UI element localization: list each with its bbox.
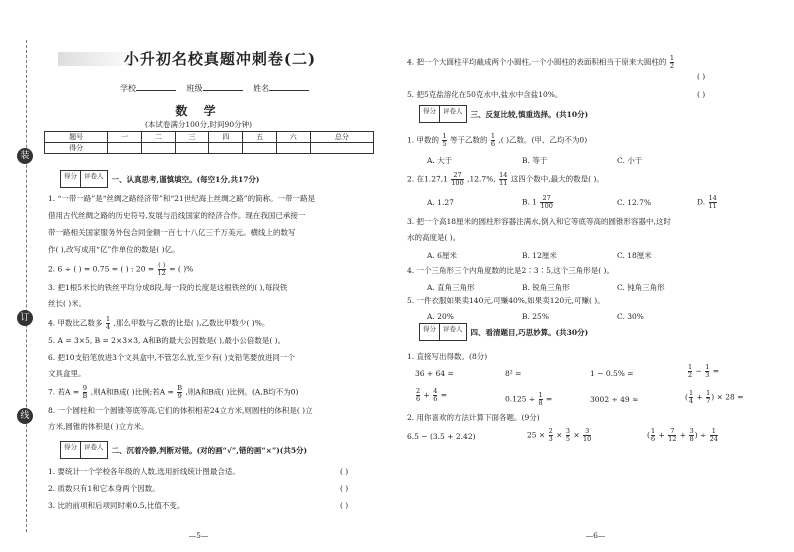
score-cell[interactable]: [310, 143, 373, 154]
fraction-denominator: 12: [668, 435, 677, 443]
calc-5: $\frac{2}{6}$ + $\frac{4}{6}$ =: [416, 387, 448, 403]
calc-8: ( $\frac{1}{4}$ + $\frac{1}{7}$ ) × 28 =: [685, 389, 744, 405]
fraction-numerator: 1: [688, 363, 693, 371]
score-header-cell: 六: [276, 132, 310, 143]
calc-fraction: [539, 392, 543, 407]
score-cell[interactable]: [175, 143, 209, 154]
choice-4: 4. 一个三角形三个内角度数的比是2∶3∶5,这个三角形是( )。: [407, 266, 614, 275]
fraction-numerator: 1: [706, 389, 711, 397]
choice-3-line: 3. 把一个高18厘米的圆柱形容器注满水,倒入和它等底等高的圆锥形容器中,这时: [407, 217, 671, 226]
name-blank[interactable]: [269, 90, 309, 91]
q1-line: 借用古代丝绸之路的历史符号,发展与沿线国家的经济合作。现在我国已承接一: [48, 211, 306, 220]
score-table: [44, 131, 374, 154]
fraction-denominator: 11: [499, 179, 508, 187]
choice-1-option-c[interactable]: C. 小于: [617, 156, 643, 165]
q7-fraction-2: [177, 385, 182, 400]
scorer-grader: 评卷人: [84, 443, 104, 451]
calc-fraction: [416, 388, 420, 403]
fraction-denominator: 6: [416, 395, 421, 403]
fraction-numerator: 1: [490, 132, 495, 140]
choice-4-option-c[interactable]: C. 钝角三角形: [617, 283, 665, 292]
q2: [48, 262, 193, 277]
fraction-numerator: 27: [540, 195, 552, 203]
section-3-title: 三、反复比较,慎重选择。(共10分): [470, 109, 589, 119]
q8-line: 8. 一个圆柱和一个圆锥等底等高,它们的体积相差24立方米,则圆柱的体积是( )立: [48, 406, 313, 415]
calc-3: 1 − 0.5% =: [590, 369, 634, 378]
score-header-cell: 题号: [45, 132, 108, 143]
fraction-denominator: 100: [451, 179, 464, 187]
q1-line: 1. “一带一路”是“丝绸之路经济带”和“21世纪海上丝绸之路”的简称。一带一路是: [48, 194, 316, 203]
choice-2-fraction-2: [499, 172, 507, 187]
fraction-denominator: 8: [689, 435, 694, 443]
calc-text: × 28 =: [716, 392, 744, 402]
score-cell[interactable]: [142, 143, 176, 154]
fraction-numerator: 3: [565, 427, 570, 435]
fraction-denominator: 2: [669, 62, 674, 70]
judge-2: 2. 质数只有1和它本身两个因数。: [48, 484, 160, 493]
choice-5-option-b[interactable]: B. 25%: [522, 312, 549, 321]
scorer-box: [419, 105, 467, 123]
q4-fraction: [106, 316, 110, 331]
scorer-box: [419, 323, 467, 341]
scorer-grader: 评卷人: [443, 325, 463, 333]
section-2-header: [60, 441, 307, 459]
calc-1: 36 + 64 =: [415, 369, 454, 378]
section-1-title: 一、认真思考,谨慎填空。(每空1分,共17分): [111, 174, 260, 184]
choice-2-option-b[interactable]: [522, 195, 554, 210]
q4-text: 4. 甲数比乙数多: [48, 318, 103, 328]
q4: [48, 316, 269, 331]
subsection-2-title: 2. 用你喜欢的方法计算下面各题。(9分): [407, 413, 540, 422]
calc-text: ÷: [699, 430, 707, 440]
fraction-denominator: 4: [688, 397, 694, 405]
scorer-score: 得分: [61, 171, 81, 187]
score-header-row: [45, 132, 374, 143]
fraction-denominator: 8: [538, 399, 543, 407]
fraction-numerator: 27: [451, 172, 463, 180]
q2-text: 2. 6 ÷ ( ) = 0.75 = ( ) : 20 =: [48, 264, 155, 274]
fraction-numerator: 1: [710, 428, 718, 436]
judge-2-answer[interactable]: ( ): [340, 484, 349, 493]
score-cell[interactable]: [209, 143, 243, 154]
q3-line: 3. 把1根5米长的铁丝平均分成8段,每一段的长度是这根铁丝的( ),每段铁: [48, 283, 288, 292]
fraction-denominator: 4: [105, 323, 111, 331]
calc-fraction: [689, 390, 693, 405]
fraction-numerator: 1: [650, 427, 656, 435]
choice-5: 5. 一件衣服如果卖140元,可赚40%,如果卖120元,可赚( )。: [407, 296, 605, 305]
judge-3-answer[interactable]: ( ): [340, 501, 349, 510]
section-2-title: 二、沉着冷静,判断对错。(对的画“√”,错的画“×”)(共5分): [111, 445, 308, 455]
page-number: —6—: [585, 531, 606, 540]
option-label: D.: [697, 197, 706, 207]
choice-1-option-a[interactable]: A. 大于: [427, 156, 453, 165]
exam-note: (本试卷满分100分,时间90分钟): [144, 120, 253, 129]
option-label: B. 1: [522, 197, 538, 207]
fraction-numerator: 1: [105, 315, 111, 323]
option-fraction: [709, 195, 717, 210]
work-2: 25 × $\frac{2}{3}$ × $\frac{3}{5}$ × $\frac{3}{10}$: [527, 427, 592, 443]
q4-tail: ,那么甲数与乙数的比是( ),乙数比甲数少( )%。: [113, 318, 270, 328]
fraction-denominator: 6: [650, 435, 656, 443]
choice-4-option-b[interactable]: B. 锐角三角形: [522, 283, 570, 292]
page-number: —5—: [188, 531, 209, 540]
fraction-numerator: 7: [668, 428, 676, 436]
section-3-header: [419, 105, 588, 123]
calc-fraction: [433, 388, 437, 403]
calc-equals: =: [440, 390, 448, 400]
judge-4: [407, 55, 675, 70]
exam-title: 小升初名校真题冲刺卷(二): [123, 50, 317, 68]
q2-tail: = ( )%: [169, 264, 194, 274]
q7-tail: ,则A和B成( )比例。(A,B均不为0): [185, 387, 299, 397]
choice-4-option-a[interactable]: A. 直角三角形: [427, 283, 475, 292]
choice-2-text: 2. 在1.27̇,1: [407, 174, 448, 184]
choice-2-option-a[interactable]: A. 1.27̇: [427, 198, 454, 207]
choice-1: [407, 133, 587, 148]
score-header-cell: 四: [209, 132, 243, 143]
section-4-header: [419, 323, 588, 341]
calc-fraction: [689, 428, 693, 443]
subsection-1-title: 1. 直接写出得数。(8分): [407, 352, 488, 361]
scorer-box: [60, 441, 108, 459]
fraction-denominator: 12: [157, 269, 166, 277]
fraction-numerator: 3: [689, 427, 694, 435]
class-blank[interactable]: [203, 90, 243, 91]
fraction-denominator: 6: [433, 395, 438, 403]
q6-line: 6. 把10支铅笔放进3个文具盒中,不管怎么放,至少有( )支铅笔要放进同一个: [48, 353, 295, 362]
q2-fraction: [158, 262, 166, 277]
fraction-denominator: 100: [540, 202, 553, 210]
calc-fraction: [710, 428, 718, 443]
fraction-denominator: 10: [583, 435, 592, 443]
school-label: 学校: [120, 84, 136, 93]
score-header-cell: 二: [142, 132, 176, 143]
option-fraction: [540, 195, 552, 210]
choice-2-mid: ,12.7%,: [467, 174, 496, 184]
fraction-numerator: 14: [708, 194, 717, 202]
fraction-denominator: B: [82, 392, 88, 400]
fraction-numerator: 1: [705, 363, 710, 371]
section-4-title: 四、看清题目,巧思妙算。(共30分): [470, 327, 589, 337]
fraction-numerator: B: [177, 384, 183, 392]
q7-mid: ,则A和B成( )比例;若A =: [90, 387, 174, 397]
fraction-denominator: 11: [708, 202, 717, 210]
fraction-numerator: 1: [442, 132, 447, 140]
fraction-denominator: 7: [706, 397, 711, 405]
binding-mark-2: 订: [17, 310, 33, 326]
fraction-denominator: 2: [688, 371, 693, 379]
choice-1-fraction-2: [491, 133, 495, 148]
calc-fraction: [688, 364, 692, 379]
calc-fraction: [583, 428, 591, 443]
fraction-denominator: 3: [548, 435, 553, 443]
scorer-score: 得分: [420, 324, 440, 340]
scorer-score: 得分: [61, 442, 81, 458]
calc-fraction: [651, 428, 655, 443]
fraction-denominator: 9: [177, 392, 182, 400]
school-blank[interactable]: [136, 90, 176, 91]
judge-5-answer[interactable]: ( ): [697, 90, 706, 99]
work-3: ( $\frac{1}{6}$ + $\frac{7}{12}$ + $\frac{3}{8}$ ) ÷ $\frac{1}{24}$: [647, 427, 718, 443]
fraction-numerator: 1: [669, 54, 674, 62]
choice-5-option-c[interactable]: C. 30%: [617, 312, 644, 321]
calc-4: $\frac{1}{2}$ − $\frac{1}{3}$ =: [688, 363, 720, 379]
choice-3-option-c[interactable]: C. 18厘米: [617, 251, 652, 260]
q3-line: 丝长( )米。: [48, 299, 87, 308]
judge-4-text: 4. 把一个大圆柱平均截成两个小圆柱,一个小圆柱的表面积相当于原来大圆柱的: [407, 57, 667, 67]
subject-title: 数 学: [175, 104, 222, 118]
choice-3-line: 水的高度是( )。: [407, 233, 461, 242]
q7: [48, 385, 298, 400]
choice-1-tail: ,( )乙数。(甲、乙均不为0): [498, 135, 588, 145]
q5: 5. A = 3×5, B = 2×3×3, A和B的最大公因数是( ),最小公倍数是( )。: [48, 336, 286, 345]
scorer-grader: 评卷人: [84, 172, 104, 180]
fraction-denominator: 5: [565, 435, 570, 443]
fraction-numerator: ( ): [158, 261, 166, 269]
calc-7: 3002 ÷ 49 ≈: [590, 395, 639, 404]
choice-2: [407, 172, 604, 187]
score-row-label: 得分: [45, 143, 108, 154]
choice-2-option-c[interactable]: C. 12.7%: [617, 198, 652, 207]
q6-line: 文具盒里。: [48, 369, 86, 378]
q1-line: 作( ),改写成用“亿”作单位的数是( )亿。: [48, 245, 180, 254]
judge-4-answer[interactable]: ( ): [697, 72, 706, 81]
calc-fraction: [566, 428, 570, 443]
fraction-numerator: 14: [499, 171, 508, 179]
calc-text: 0.125 ÷: [505, 394, 536, 404]
section-1-header: [60, 170, 259, 188]
score-header-cell: 五: [243, 132, 277, 143]
calc-fraction: [668, 428, 676, 443]
scorer-grader: 评卷人: [443, 107, 463, 115]
score-header-cell: 三: [175, 132, 209, 143]
score-header-cell: 总分: [310, 132, 373, 143]
choice-1-fraction-1: [442, 133, 446, 148]
work-1: 6.5 − (3.5 + 2.42): [407, 432, 476, 441]
choice-5-option-a[interactable]: A. 20%: [427, 312, 454, 321]
judge-3: 3. 比的前项和后项同时乘0.5,比值不变。: [48, 501, 185, 510]
score-cell[interactable]: [108, 143, 142, 154]
score-cell[interactable]: [276, 143, 310, 154]
judge-5: 5. 把5克盐溶化在50克水中,盐水中含盐10%。: [407, 90, 563, 99]
fraction-denominator: 6: [490, 140, 495, 148]
choice-2-option-d[interactable]: [697, 195, 718, 210]
fraction-numerator: 1: [538, 391, 543, 399]
score-header-cell: 一: [108, 132, 142, 143]
binding-mark-3: 线: [17, 408, 33, 424]
q7-fraction-1: [83, 385, 88, 400]
class-label: 班级: [186, 84, 203, 93]
q1-line: 带一路相关国家服务外包合同金额一百七十八亿三千万美元。横线上的数写: [48, 228, 296, 237]
calc-text: 25 ×: [527, 430, 546, 440]
fraction-numerator: 2: [548, 427, 553, 435]
choice-1-mid: 等于乙数的: [449, 135, 488, 145]
choice-1-text: 1. 甲数的: [407, 135, 440, 145]
binding-mark-1: 装: [17, 148, 33, 164]
fraction-numerator: 4: [433, 387, 438, 395]
calc-fraction: [705, 364, 709, 379]
choice-3-option-a[interactable]: A. 6厘米: [427, 251, 457, 260]
fraction-denominator: 5: [442, 140, 447, 148]
scorer-score: 得分: [420, 106, 440, 122]
fraction-numerator: 3: [583, 428, 591, 436]
judge-1: 1. 要统计一个学校各年级的人数,选用折线统计图最合适。: [48, 467, 240, 476]
choice-1-option-b[interactable]: B. 等于: [522, 156, 548, 165]
calc-6: 0.125 ÷ $\frac{1}{8}$ =: [505, 391, 553, 407]
judge-4-fraction: [670, 55, 674, 70]
right-page: [397, 0, 794, 552]
student-info: [120, 83, 317, 94]
q8-line: 方米,圆锥的体积是( )立方米。: [48, 422, 149, 431]
fraction-numerator: 9: [82, 384, 87, 392]
fraction-denominator: 3: [705, 371, 710, 379]
fraction-numerator: 1: [688, 389, 694, 397]
q7-text: 7. 若A =: [48, 387, 80, 397]
calc-fraction: [549, 428, 553, 443]
name-label: 姓名: [253, 84, 270, 93]
choice-3-option-b[interactable]: B. 12厘米: [522, 251, 557, 260]
scorer-box: [60, 170, 108, 188]
choice-2-tail: 这四个数中,最大的数是( )。: [510, 174, 604, 184]
fraction-numerator: 2: [416, 387, 421, 395]
judge-1-answer[interactable]: ( ): [340, 467, 349, 476]
calc-2: 8² =: [505, 369, 522, 378]
choice-2-fraction-1: [451, 172, 463, 187]
score-row: [45, 143, 374, 154]
score-cell[interactable]: [243, 143, 277, 154]
calc-fraction: [706, 390, 710, 405]
fraction-denominator: 24: [709, 435, 718, 443]
